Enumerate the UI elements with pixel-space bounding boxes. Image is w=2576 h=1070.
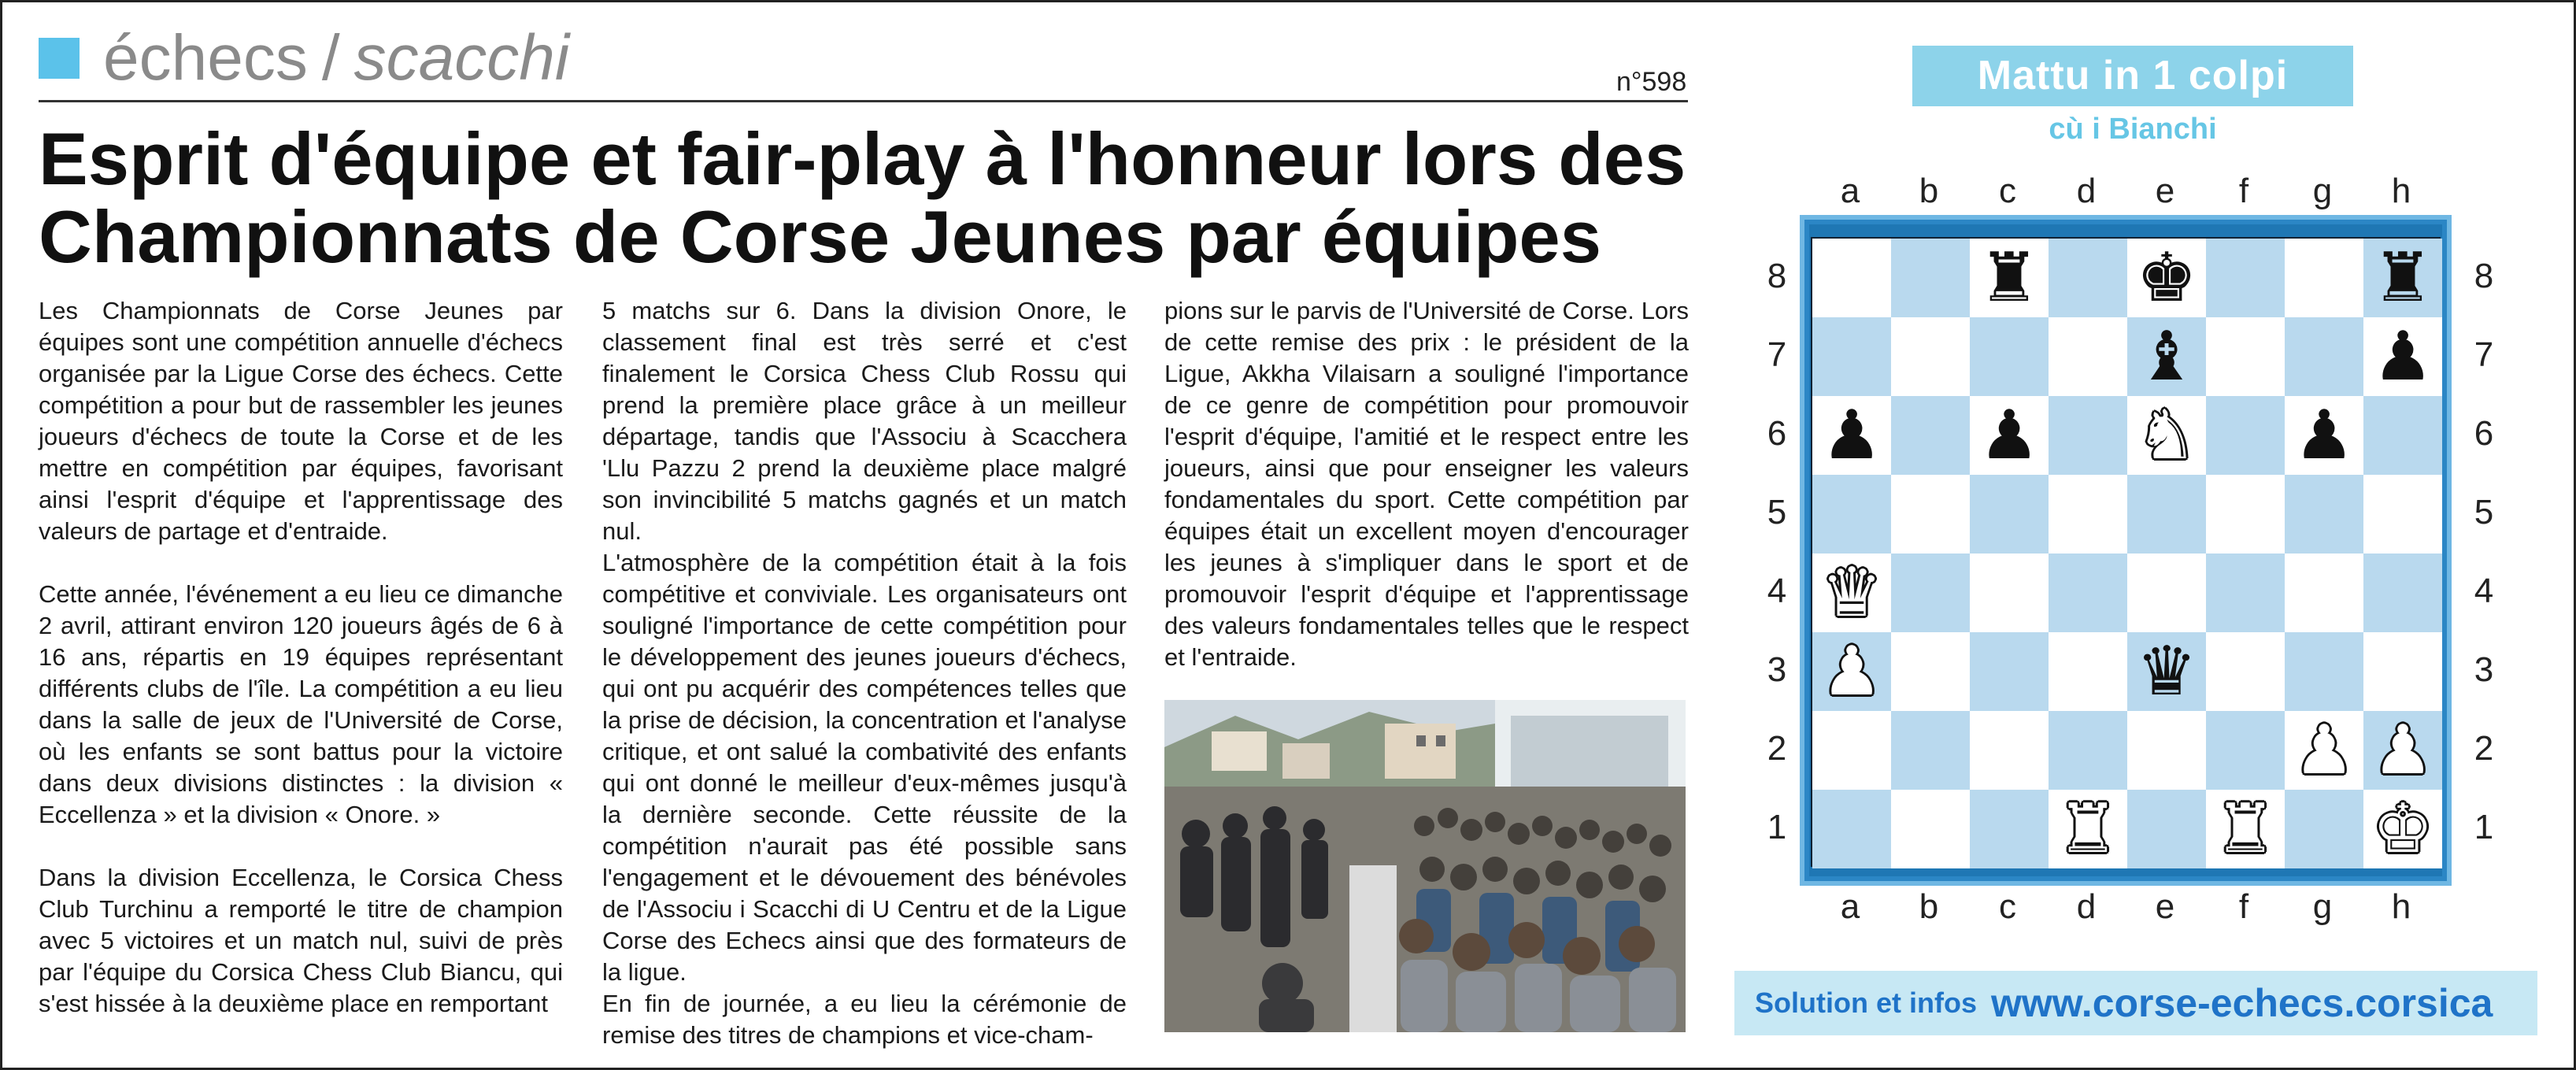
solution-label: Solution et infos <box>1755 987 1977 1019</box>
rank-label-8: 8 <box>2474 257 2494 295</box>
square-d3[interactable] <box>2049 632 2127 711</box>
square-c7[interactable] <box>1970 317 2049 396</box>
issue-number: n°598 <box>1616 67 1687 97</box>
rank-label-7: 7 <box>1767 335 1787 374</box>
square-b8[interactable] <box>1891 239 1970 317</box>
square-a8[interactable] <box>1812 239 1891 317</box>
rank-label-5: 5 <box>1767 493 1787 531</box>
white-pawn-h2[interactable]: ♟ <box>2372 711 2434 790</box>
black-pawn-a6[interactable]: ♟ <box>1821 396 1882 475</box>
rubric-main: échecs <box>103 22 308 94</box>
black-queen-e3[interactable]: ♛ <box>2136 632 2197 711</box>
square-b7[interactable] <box>1891 317 1970 396</box>
file-label-h: h <box>2391 172 2411 210</box>
square-d5[interactable] <box>2049 475 2127 554</box>
puzzle-title: Mattu in 1 colpi <box>1912 46 2353 106</box>
file-label-d: d <box>2076 172 2097 210</box>
white-pawn-a3[interactable]: ♟ <box>1821 632 1882 711</box>
square-d6[interactable] <box>2049 396 2127 475</box>
white-rook-d1[interactable]: ♜ <box>2057 790 2119 868</box>
square-g5[interactable] <box>2285 475 2363 554</box>
square-h5[interactable] <box>2363 475 2442 554</box>
file-label-g: g <box>2312 172 2333 210</box>
paragraph: L'atmosphère de la compétition était à la fois compétitive et conviviale. Les organisateurs ont souligné l'importance de cette compétition pour le développement des jeunes joueurs d'échecs, qui ont pu acquérir des compétences telles que la prise de décision, la concentration et l'analyse critique, et ont salué la combativité des enfants qui ont donné le meilleur d'eux-mêmes jusqu'à la dernière seconde. Cette réussite de la compétition n'aurait pas été possible sans l'engagement et le dévouement des bénévoles de l'Associu i Scacchi di U Centru et de la Ligue Corse des Echecs ainsi que des formateurs de la ligue. <box>602 549 1127 986</box>
solution-banner <box>1734 971 2537 1035</box>
chess-board <box>1811 237 2441 867</box>
white-rook-f1[interactable]: ♜ <box>2215 790 2276 868</box>
board-file-labels-bottom <box>1811 887 2441 927</box>
square-c4[interactable] <box>1970 554 2049 632</box>
rank-label-1: 1 <box>1767 808 1787 846</box>
square-g3[interactable] <box>2285 632 2363 711</box>
article-column-2 <box>602 295 1127 1051</box>
white-pawn-g2[interactable]: ♟ <box>2293 711 2355 790</box>
paragraph: 5 matchs sur 6. Dans la division Onore, le classement final est très serré et c'est finalement le Corsica Chess Club Rossu qui prend la première place grâce à un meilleur départage, tandis que l'Associu à Scacchera 'Llu Pazzu 2 prend la deuxième place malgré son invincibilité 5 matchs gagnés et un match nul. <box>602 297 1127 545</box>
file-label-c: c <box>1999 887 2016 926</box>
headline <box>39 117 1692 278</box>
file-label-f: f <box>2238 887 2249 926</box>
square-f6[interactable] <box>2206 396 2285 475</box>
section-rubric <box>39 23 569 94</box>
event-photo <box>1164 700 1686 1032</box>
square-c5[interactable] <box>1970 475 2049 554</box>
black-pawn-g6[interactable]: ♟ <box>2293 396 2355 475</box>
event-photo-illustration <box>1164 700 1686 1032</box>
paragraph: Dans la division Eccellenza, le Corsica Chess Club Turchinu a remporté le titre de champion avec 5 victoires et un match nul, suivi de près par l'équipe du Corsica Chess Club Biancu, qui s'est hissée à la deuxième place en remportant <box>39 864 563 1017</box>
square-f3[interactable] <box>2206 632 2285 711</box>
white-queen-a4[interactable]: ♛ <box>1821 554 1882 632</box>
header-rule <box>39 100 1688 102</box>
headline-line-2: Championnats de Corse Jeunes par équipes <box>39 194 1601 278</box>
file-label-a: a <box>1840 172 1860 210</box>
rank-label-7: 7 <box>2474 335 2494 374</box>
square-g1[interactable] <box>2285 790 2363 868</box>
black-rook-c8[interactable]: ♜ <box>1978 239 2040 317</box>
square-d7[interactable] <box>2049 317 2127 396</box>
square-c1[interactable] <box>1970 790 2049 868</box>
square-c2[interactable] <box>1970 711 2049 790</box>
file-label-e: e <box>2155 172 2175 210</box>
rank-label-2: 2 <box>2474 729 2494 768</box>
square-e5[interactable] <box>2127 475 2206 554</box>
rubric-square-marker <box>39 38 80 79</box>
article-column-1 <box>39 295 563 1020</box>
rubric-separator: / <box>321 22 340 94</box>
rank-label-6: 6 <box>2474 414 2494 453</box>
rank-label-5: 5 <box>2474 493 2494 531</box>
paragraph: En fin de journée, a eu lieu la cérémonie de remise des titres de champions et vice-cham- <box>602 990 1127 1049</box>
article-column-3 <box>1164 295 1689 673</box>
square-c3[interactable] <box>1970 632 2049 711</box>
square-d8[interactable] <box>2049 239 2127 317</box>
board-file-labels-top <box>1811 172 2441 211</box>
square-f7[interactable] <box>2206 317 2285 396</box>
paragraph: Les Championnats de Corse Jeunes par équipes sont une compétition annuelle d'échecs organisée par la Ligue Corse des échecs. Cette compétition a pour but de rassembler les jeunes joueurs d'échecs de toute la Corse et de les mettre en compétition par équipes, favorisant ainsi l'esprit d'équipe et l'apprentissage des valeurs de partage et d'entraide. <box>39 297 563 545</box>
square-g7[interactable] <box>2285 317 2363 396</box>
square-f4[interactable] <box>2206 554 2285 632</box>
rank-label-6: 6 <box>1767 414 1787 453</box>
square-f8[interactable] <box>2206 239 2285 317</box>
square-e1[interactable] <box>2127 790 2206 868</box>
square-b4[interactable] <box>1891 554 1970 632</box>
square-a1[interactable] <box>1812 790 1891 868</box>
black-pawn-c6[interactable]: ♟ <box>1978 396 2040 475</box>
square-g8[interactable] <box>2285 239 2363 317</box>
square-d2[interactable] <box>2049 711 2127 790</box>
rank-label-3: 3 <box>1767 650 1787 689</box>
square-a7[interactable] <box>1812 317 1891 396</box>
square-d4[interactable] <box>2049 554 2127 632</box>
square-h3[interactable] <box>2363 632 2442 711</box>
rank-label-4: 4 <box>2474 572 2494 610</box>
square-b1[interactable] <box>1891 790 1970 868</box>
file-label-d: d <box>2076 887 2097 926</box>
white-king-h1[interactable]: ♚ <box>2372 790 2434 868</box>
square-e4[interactable] <box>2127 554 2206 632</box>
rubric-italic: scacchi <box>353 22 570 94</box>
square-b5[interactable] <box>1891 475 1970 554</box>
black-king-e8[interactable]: ♚ <box>2136 239 2197 317</box>
square-e2[interactable] <box>2127 711 2206 790</box>
square-b6[interactable] <box>1891 396 1970 475</box>
file-label-f: f <box>2238 172 2249 210</box>
puzzle-subtitle: cù i Bianchi <box>2049 113 2217 146</box>
rank-label-1: 1 <box>2474 808 2494 846</box>
file-label-g: g <box>2312 887 2333 926</box>
paragraph: pions sur le parvis de l'Université de Corse. Lors de cette remise des prix : le président de la Ligue, Akkha Vilaisarn a souligné l'importance de ce genre de compétition pour promouvoir l'esprit d'équipe, l'amitié et le respect entre les joueurs, ainsi que pour enseigner les valeurs fondamentales du sport. Cette compétition par équipes était un excellent moyen d'encourager les jeunes à s'impliquer dans le sport et de promouvoir l'esprit d'équipe et l'apprentissage des valeurs fondamentales telles que le respect et l'entraide. <box>1164 297 1689 671</box>
file-label-e: e <box>2155 887 2175 926</box>
square-h4[interactable] <box>2363 554 2442 632</box>
file-label-b: b <box>1919 887 1939 926</box>
file-label-b: b <box>1919 172 1939 210</box>
rank-label-8: 8 <box>1767 257 1787 295</box>
square-a5[interactable] <box>1812 475 1891 554</box>
file-label-h: h <box>2391 887 2411 926</box>
solution-link[interactable]: www.corse-echecs.corsica <box>1990 981 2493 1025</box>
square-h6[interactable] <box>2363 396 2442 475</box>
square-g4[interactable] <box>2285 554 2363 632</box>
black-bishop-e7[interactable]: ♝ <box>2136 317 2197 396</box>
rank-label-2: 2 <box>1767 729 1787 768</box>
square-f2[interactable] <box>2206 711 2285 790</box>
file-label-c: c <box>1999 172 2016 210</box>
square-f5[interactable] <box>2206 475 2285 554</box>
paragraph: Cette année, l'événement a eu lieu ce dimanche 2 avril, attirant environ 120 joueurs âgés de 6 à 16 ans, répartis en 19 équipes représentant différents clubs de l'île. La compétition a eu lieu dans la salle de jeux de l'Université de Corse, où les enfants se sont battus pour la victoire dans deux divisions distinctes : la division « Eccellenza » et la division « Onore. » <box>39 580 563 828</box>
square-b3[interactable] <box>1891 632 1970 711</box>
square-b2[interactable] <box>1891 711 1970 790</box>
board-rank-labels-left <box>1753 237 1801 867</box>
headline-line-1: Esprit d'équipe et fair-play à l'honneur lors des <box>39 117 1686 200</box>
black-pawn-h7[interactable]: ♟ <box>2372 317 2434 396</box>
file-label-a: a <box>1840 887 1860 926</box>
square-a2[interactable] <box>1812 711 1891 790</box>
rank-label-3: 3 <box>2474 650 2494 689</box>
rank-label-4: 4 <box>1767 572 1787 610</box>
board-rank-labels-right <box>2460 237 2508 867</box>
black-rook-h8[interactable]: ♜ <box>2372 239 2434 317</box>
white-knight-e6[interactable]: ♞ <box>2136 396 2197 475</box>
